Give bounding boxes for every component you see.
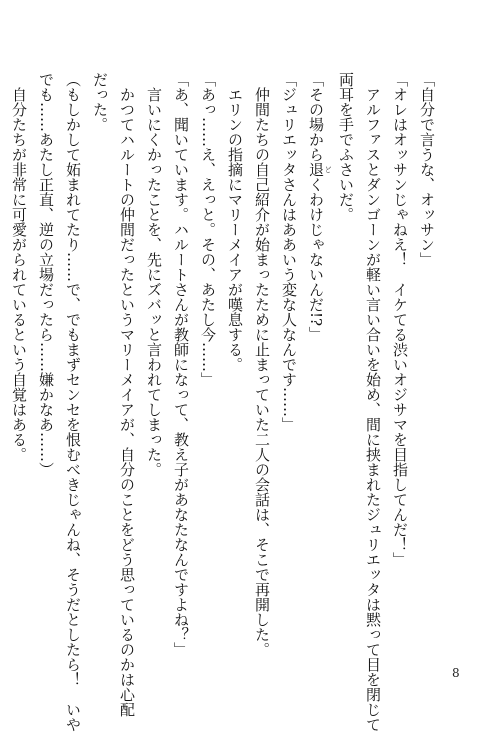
text-line-8: エリンの指摘にマリーメイアが嘆息する。 (226, 87, 244, 372)
text-line-5-after: くわけじゃないんだ!?」 (307, 177, 325, 342)
text-line-17 (0, 72, 5, 612)
text-line-2: 「オレはオッサンじゃねえ！ イケてる渋いオジサマを目指してんだ！」 (391, 72, 409, 567)
text-line-5-before: 「その場から (307, 72, 325, 162)
ruby-annotation (307, 162, 332, 177)
ruby-reading: ど (324, 162, 332, 177)
text-line-6: 「ジュリエッタさんはああいう変な人なんです……」 (280, 72, 298, 432)
text-line-12: かつてハルートの仲間だったというマリーメイアが、自分のことをどう思っているのかは心配 (118, 87, 136, 717)
text-line-14: （もしかして妬まれてたり……で、でもまずセンセを恨むべきじゃんね、そうだとしたら！ いや (64, 72, 82, 732)
text-line-7: 仲間たちの自己紹介が始まったために止まっていた二人の会話は、そこで再開した。 (253, 87, 271, 657)
page-number: 8 (452, 666, 460, 680)
text-line-11: 言いにくかったことを、先にズバッと言われてしまった。 (145, 87, 163, 477)
text-line-1: 「自分で言うな、オッサン」 (418, 72, 436, 267)
text-line-4: 両耳を手でふさいだ。 (337, 72, 355, 222)
vertical-text-body (0, 72, 440, 732)
text-line-13: だった。 (91, 72, 109, 132)
text-line-9: 「あっ……え、えっと。その、あたし今……」 (199, 72, 217, 387)
text-line-15: でも……あたし正直、逆の立場だったら……嫌かなあ……） (37, 72, 55, 477)
text-line-3: アルファスとダンゴーンが軽い言い合いを始め、間に挟まれたジュリエッタは黙って目を閉じて (364, 87, 382, 732)
text-line-5 (302, 72, 332, 612)
text-line-16: 自分たちが非常に可愛がられているという自覚はある。 (10, 87, 28, 462)
ruby-base: 退 (307, 162, 325, 177)
text-line-10: 「あ、聞いています。ハルートさんが教師になって、教え子があなたなんですよね？」 (172, 72, 190, 657)
